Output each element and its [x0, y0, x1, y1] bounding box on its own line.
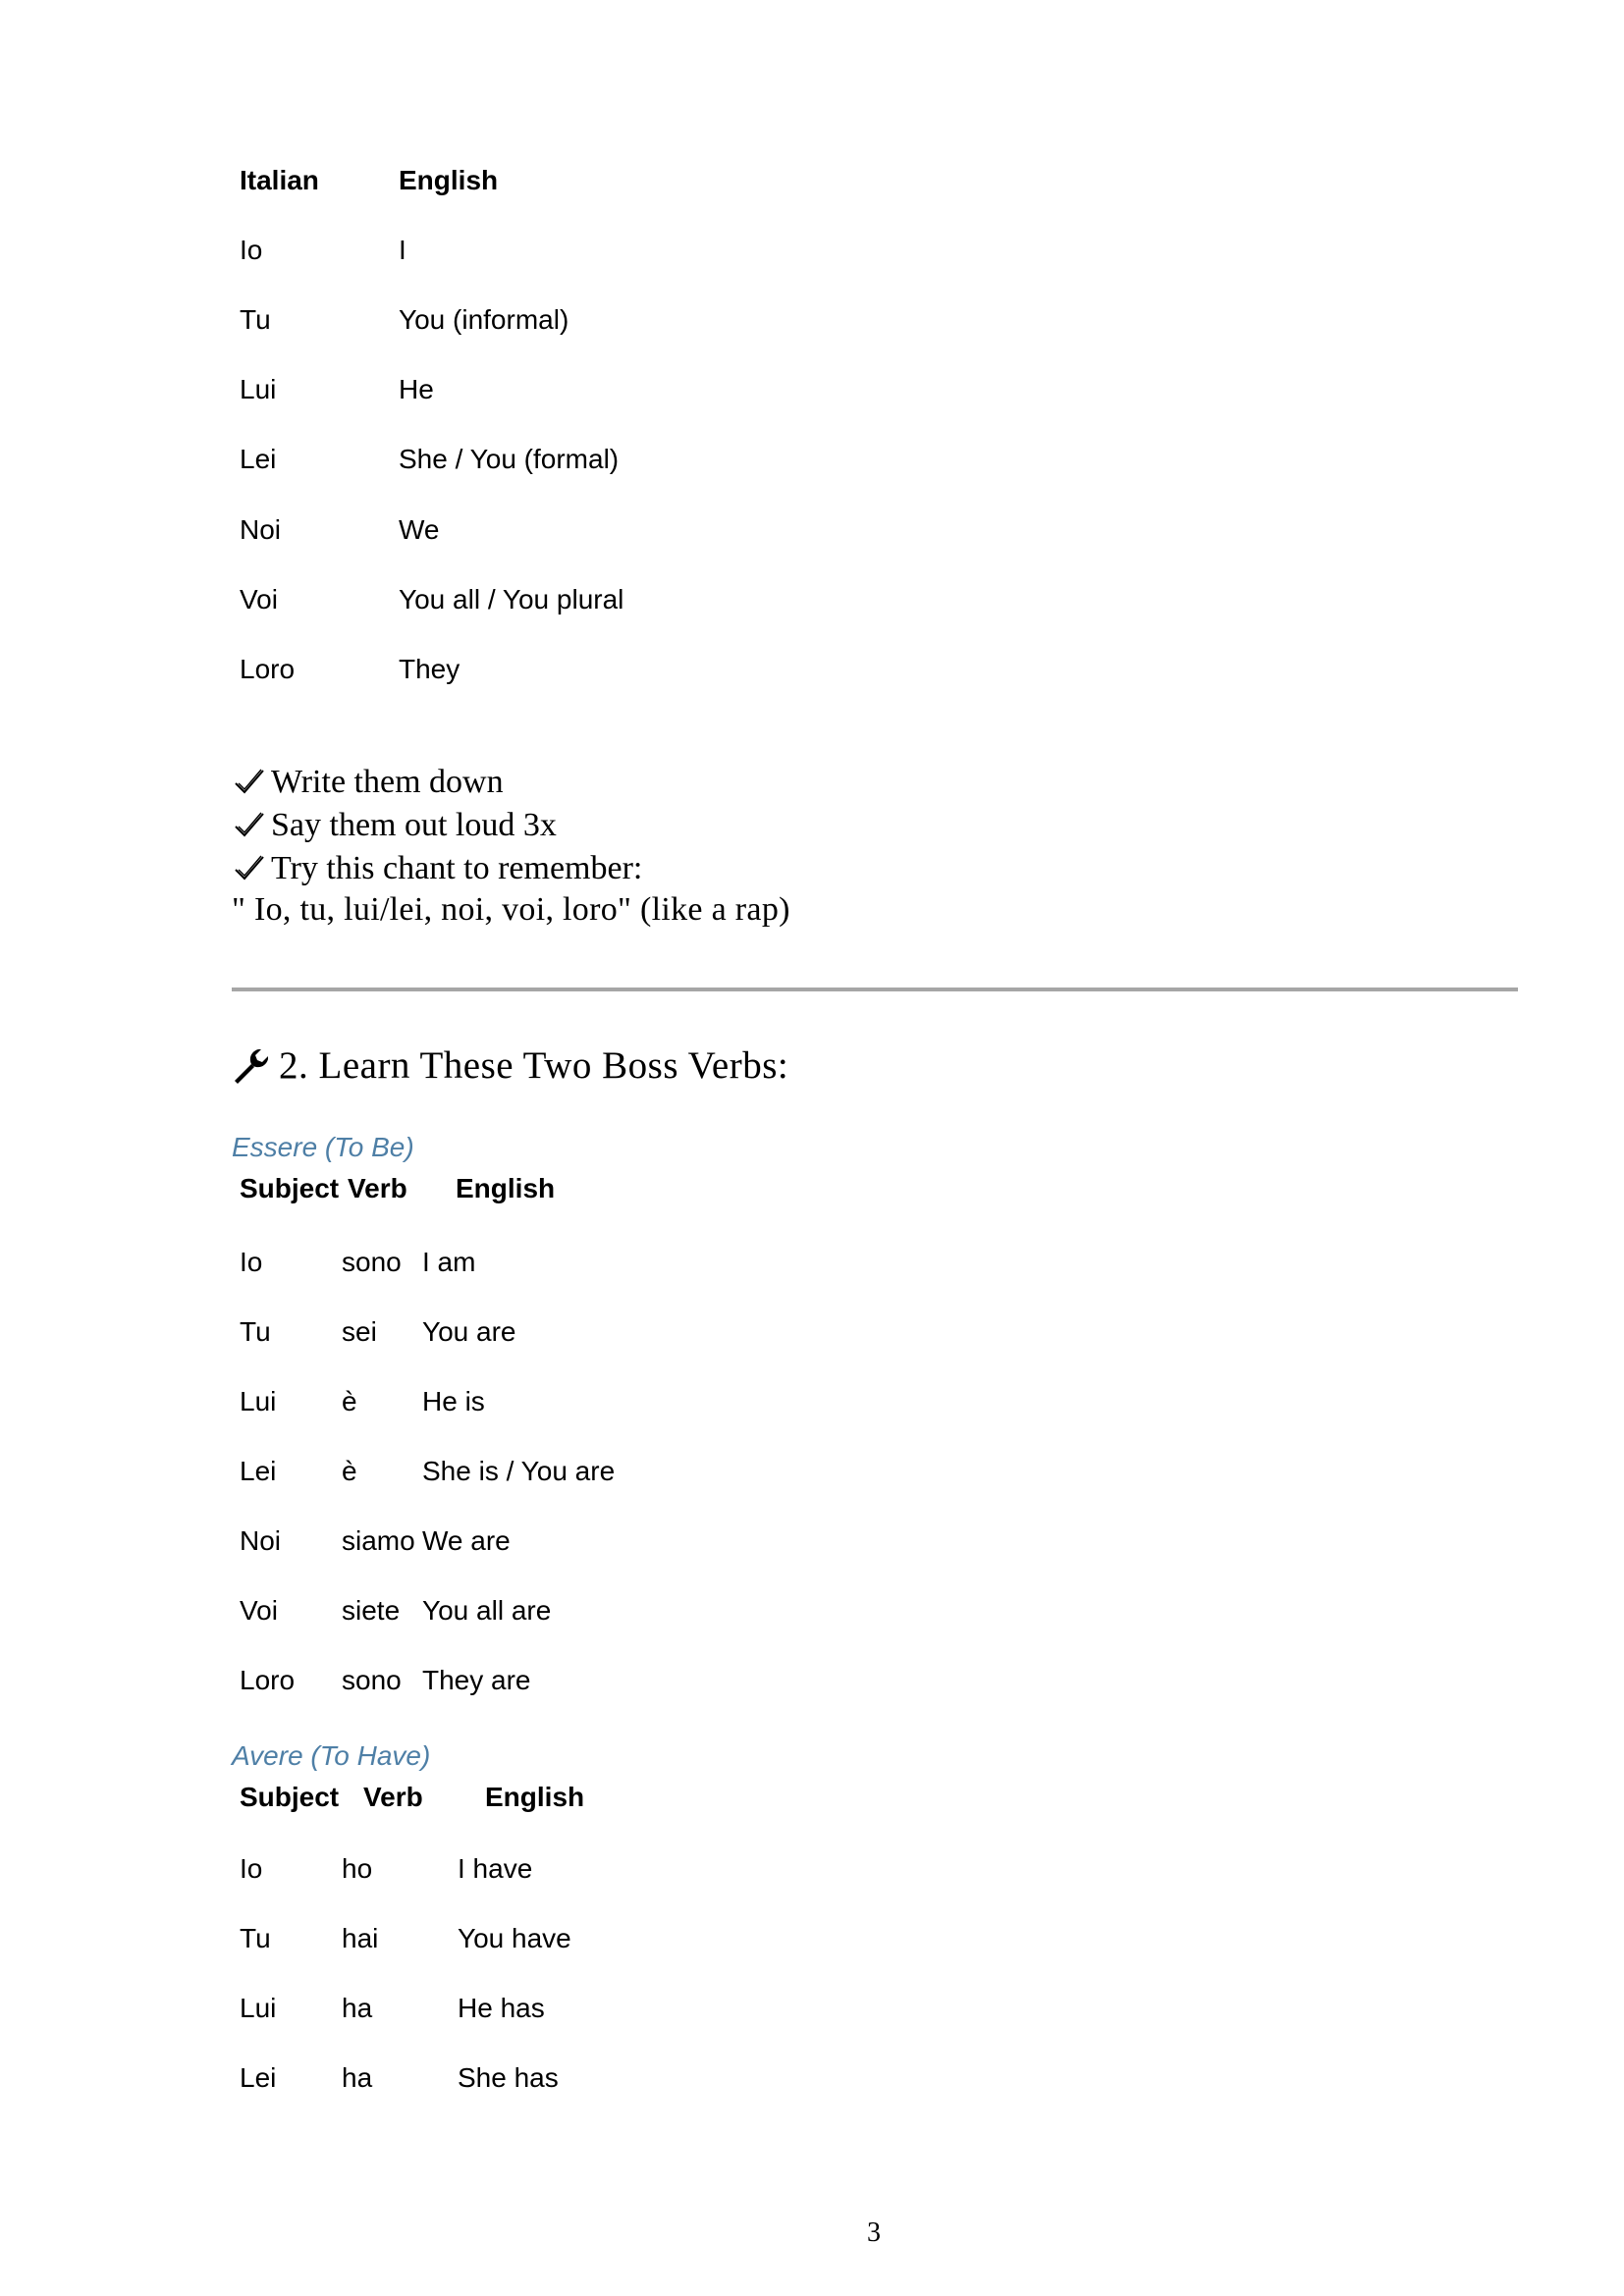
table-row — [234, 1436, 615, 1506]
italian-cell: Lui — [240, 374, 277, 405]
verb-cell: siamo — [342, 1524, 415, 1556]
table-row — [234, 1227, 615, 1297]
english-cell: We — [399, 513, 440, 545]
table-row — [234, 1506, 615, 1575]
avere-table-body — [234, 1834, 571, 2112]
checkmark-icon — [232, 851, 267, 886]
english-cell: He is — [422, 1385, 485, 1416]
checklist-item — [232, 761, 790, 804]
subject-cell: Io — [240, 1852, 263, 1884]
column-header: Verb — [363, 1782, 423, 1812]
page-number: 3 — [867, 2217, 881, 2248]
subject-cell: Lei — [240, 2061, 277, 2093]
subject-cell: Noi — [240, 1524, 282, 1556]
subject-cell: Lei — [240, 1455, 277, 1486]
english-cell: I am — [422, 1246, 476, 1277]
table-row — [234, 1645, 615, 1715]
table-row — [234, 1297, 615, 1366]
avere-subheading: Avere (To Have) — [232, 1740, 431, 1771]
avere-table — [234, 1767, 584, 1828]
checklist-item — [232, 847, 790, 890]
table-row — [234, 285, 623, 354]
column-header: English — [485, 1782, 585, 1812]
essere-subheading: Essere (To Be) — [232, 1132, 414, 1162]
practice-checklist — [232, 761, 790, 932]
verb-cell: è — [342, 1385, 357, 1416]
subject-cell: Lui — [240, 1992, 277, 2023]
verb-cell: ha — [342, 2061, 373, 2093]
english-cell: You have — [458, 1922, 571, 1953]
table-row — [234, 215, 623, 285]
english-cell: She is / You are — [422, 1455, 616, 1486]
subject-cell: Tu — [240, 1922, 271, 1953]
english-cell: They are — [422, 1664, 531, 1695]
table-header-row — [234, 1767, 584, 1828]
table-row — [234, 1366, 615, 1436]
italian-cell: Noi — [240, 513, 282, 545]
italian-cell: Voi — [240, 583, 278, 614]
english-cell: You (informal) — [399, 303, 569, 335]
italian-cell: Loro — [240, 653, 296, 684]
verb-cell: sono — [342, 1664, 402, 1695]
table-row — [234, 495, 623, 564]
pronouns-table — [234, 145, 623, 705]
table-row — [234, 2043, 571, 2112]
checklist-text: Write them down — [271, 764, 504, 800]
english-cell: He has — [458, 1992, 545, 2023]
verb-cell: ha — [342, 1992, 373, 2023]
english-cell: They — [399, 653, 460, 684]
table-header-row — [234, 1158, 555, 1219]
essere-table-body — [234, 1227, 615, 1715]
verb-cell: sono — [342, 1246, 402, 1277]
checkmark-icon — [232, 765, 267, 800]
verb-cell: siete — [342, 1594, 401, 1626]
subject-cell: Io — [240, 1246, 263, 1277]
table-row — [234, 1834, 571, 1903]
subject-cell: Lui — [240, 1385, 277, 1416]
verb-cell: ho — [342, 1852, 373, 1884]
column-header: English — [399, 164, 499, 195]
essere-table — [234, 1158, 555, 1219]
table-row — [234, 425, 623, 495]
section-heading-text: 2. Learn These Two Boss Verbs: — [279, 1044, 789, 1087]
column-header: Subject — [240, 1782, 340, 1812]
checklist-item — [232, 804, 790, 847]
table-row — [234, 355, 623, 425]
checklist-text: Try this chant to remember: — [271, 850, 643, 886]
table-header-row — [234, 145, 623, 215]
subject-cell: Voi — [240, 1594, 278, 1626]
table-row — [234, 1903, 571, 1973]
table-row — [234, 1575, 615, 1645]
checkmark-icon — [232, 808, 267, 843]
section-heading — [232, 1043, 788, 1088]
verb-cell: hai — [342, 1922, 379, 1953]
english-cell: She has — [458, 2061, 559, 2093]
wrench-icon — [232, 1046, 271, 1086]
english-cell: We are — [422, 1524, 511, 1556]
table-row — [234, 634, 623, 704]
italian-cell: Tu — [240, 303, 271, 335]
column-header: English — [456, 1173, 556, 1203]
table-row — [234, 564, 623, 634]
column-header: Italian — [240, 164, 319, 195]
subject-cell: Tu — [240, 1315, 271, 1347]
english-cell: He — [399, 374, 434, 405]
table-row — [234, 1973, 571, 2043]
english-cell: You all / You plural — [399, 583, 624, 614]
column-header: Subject — [240, 1173, 340, 1203]
section-divider — [232, 988, 1518, 991]
italian-cell: Io — [240, 234, 263, 265]
italian-cell: Lei — [240, 444, 277, 475]
english-cell: You are — [422, 1315, 516, 1347]
chant-text: " Io, tu, lui/lei, noi, voi, loro" (like a rap) — [232, 891, 790, 928]
subject-cell: Loro — [240, 1664, 296, 1695]
english-cell: I have — [458, 1852, 533, 1884]
english-cell: She / You (formal) — [399, 444, 620, 475]
verb-cell: è — [342, 1455, 357, 1486]
column-header: Verb — [348, 1173, 407, 1203]
english-cell: You all are — [422, 1594, 552, 1626]
english-cell: I — [399, 234, 406, 265]
verb-cell: sei — [342, 1315, 377, 1347]
checklist-text: Say them out loud 3x — [271, 807, 557, 843]
